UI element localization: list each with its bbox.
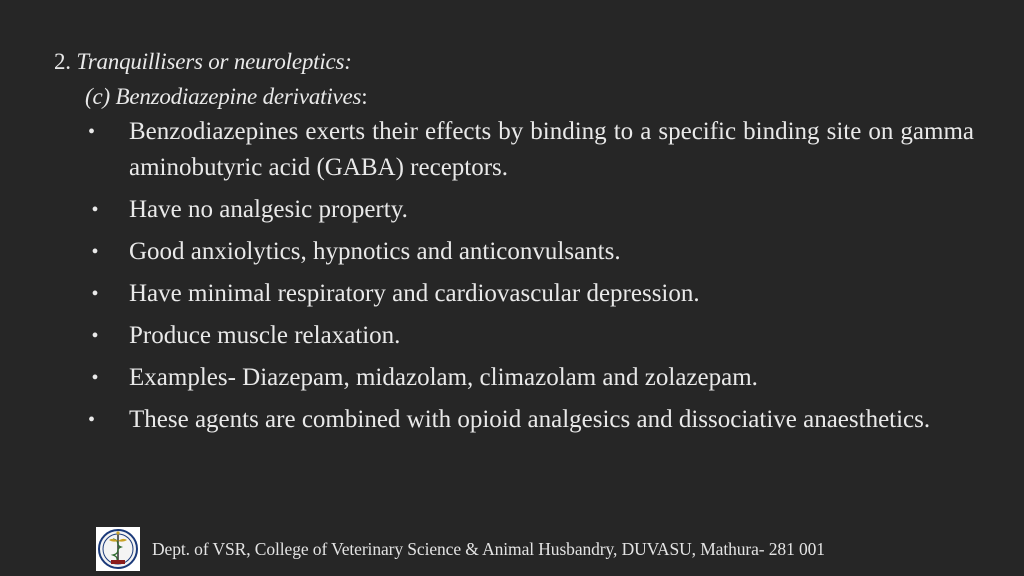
list-item	[88, 276, 974, 312]
bullet-icon: •	[91, 241, 99, 263]
university-seal-icon	[96, 527, 140, 571]
bullet-text: Have minimal respiratory and cardiovascular depression.	[129, 280, 700, 307]
list-item	[88, 114, 974, 186]
footer	[96, 526, 825, 572]
section-number: 2.	[54, 49, 77, 74]
list-item	[88, 402, 974, 438]
list-item	[88, 360, 974, 396]
list-item	[88, 234, 974, 270]
bullet-text: Good anxiolytics, hypnotics and anticonvulsants.	[129, 238, 621, 265]
bullet-text: Benzodiazepines exerts their effects by binding to a specific binding site on gamma aminobutyric acid (GABA) receptors.	[129, 118, 974, 181]
subsection-title: (c) Benzodiazepine derivatives	[85, 84, 362, 109]
section-title: Tranquillisers or neuroleptics:	[76, 49, 352, 74]
bullet-icon: •	[91, 367, 99, 389]
bullet-text: Have no analgesic property.	[129, 196, 408, 223]
bullet-icon: •	[91, 283, 99, 305]
bullet-icon: •	[88, 409, 96, 431]
list-item	[88, 318, 974, 354]
bullet-text: Examples- Diazepam, midazolam, climazolam and zolazepam.	[129, 364, 758, 391]
bullet-icon: •	[88, 121, 96, 143]
bullet-text: Produce muscle relaxation.	[129, 322, 401, 349]
bullet-list	[88, 114, 974, 444]
subsection-heading	[85, 83, 368, 111]
bullet-icon: •	[91, 325, 99, 347]
bullet-text: These agents are combined with opioid analgesics and dissociative anaesthetics.	[129, 406, 931, 433]
list-item	[88, 192, 974, 228]
footer-text: Dept. of VSR, College of Veterinary Science & Animal Husbandry, DUVASU, Mathura- 281 001	[152, 538, 825, 559]
subsection-colon: :	[361, 84, 368, 109]
section-heading	[54, 48, 352, 76]
bullet-icon: •	[91, 199, 99, 221]
